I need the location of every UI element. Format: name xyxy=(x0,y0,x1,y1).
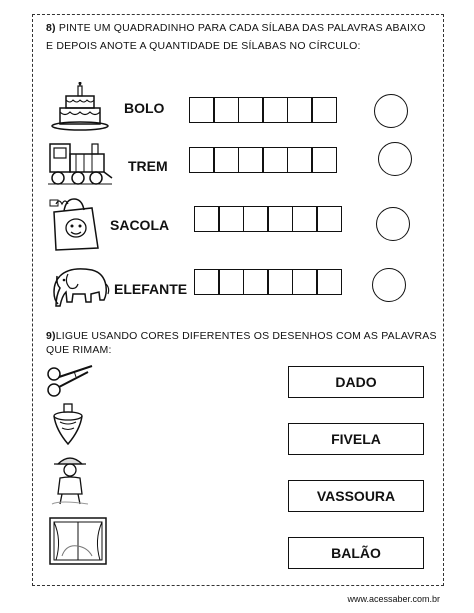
syllable-boxes-trem[interactable] xyxy=(190,147,337,173)
footer-website: www.acessaber.com.br xyxy=(347,594,440,604)
rhyme-word-fivela: FIVELA xyxy=(288,423,424,455)
shopping-bag-icon xyxy=(46,194,102,252)
birthday-cake-icon xyxy=(48,82,112,132)
syllable-count-circle-bolo[interactable] xyxy=(374,94,408,128)
child-with-hat-icon xyxy=(48,452,92,508)
word-bolo: BOLO xyxy=(124,100,165,116)
q8-instruction-line2: E DEPOIS ANOTE A QUANTIDADE DE SÍLABAS NO CÍRCULO: xyxy=(46,40,361,52)
syllable-count-circle-trem[interactable] xyxy=(378,142,412,176)
rhyme-word-vassoura: VASSOURA xyxy=(288,480,424,512)
word-elefante: ELEFANTE xyxy=(114,281,188,297)
word-trem: TREM xyxy=(128,158,168,174)
q8-instruction-line1: 8) PINTE UM QUADRADINHO PARA CADA SÍLABA DAS PALAVRAS ABAIXO xyxy=(46,22,426,34)
rhyme-word-dado: DADO xyxy=(288,366,424,398)
syllable-boxes-elefante[interactable] xyxy=(195,269,342,295)
syllable-count-circle-elefante[interactable] xyxy=(372,268,406,302)
q9-instruction-line2: QUE RIMAM: xyxy=(46,344,112,356)
elephant-icon xyxy=(46,262,110,310)
train-icon xyxy=(46,136,114,188)
spinning-top-icon xyxy=(48,402,88,448)
q9-instruction-line1: 9)LIGUE USANDO CORES DIFERENTES OS DESENHOS COM AS PALAVRAS xyxy=(46,330,437,342)
syllable-count-circle-sacola[interactable] xyxy=(376,207,410,241)
window-icon xyxy=(48,516,108,566)
rhyme-word-balao: BALÃO xyxy=(288,537,424,569)
syllable-boxes-sacola[interactable] xyxy=(195,206,342,232)
word-sacola: SACOLA xyxy=(110,217,170,233)
syllable-boxes-bolo[interactable] xyxy=(190,97,337,123)
scissors-icon xyxy=(44,362,98,400)
